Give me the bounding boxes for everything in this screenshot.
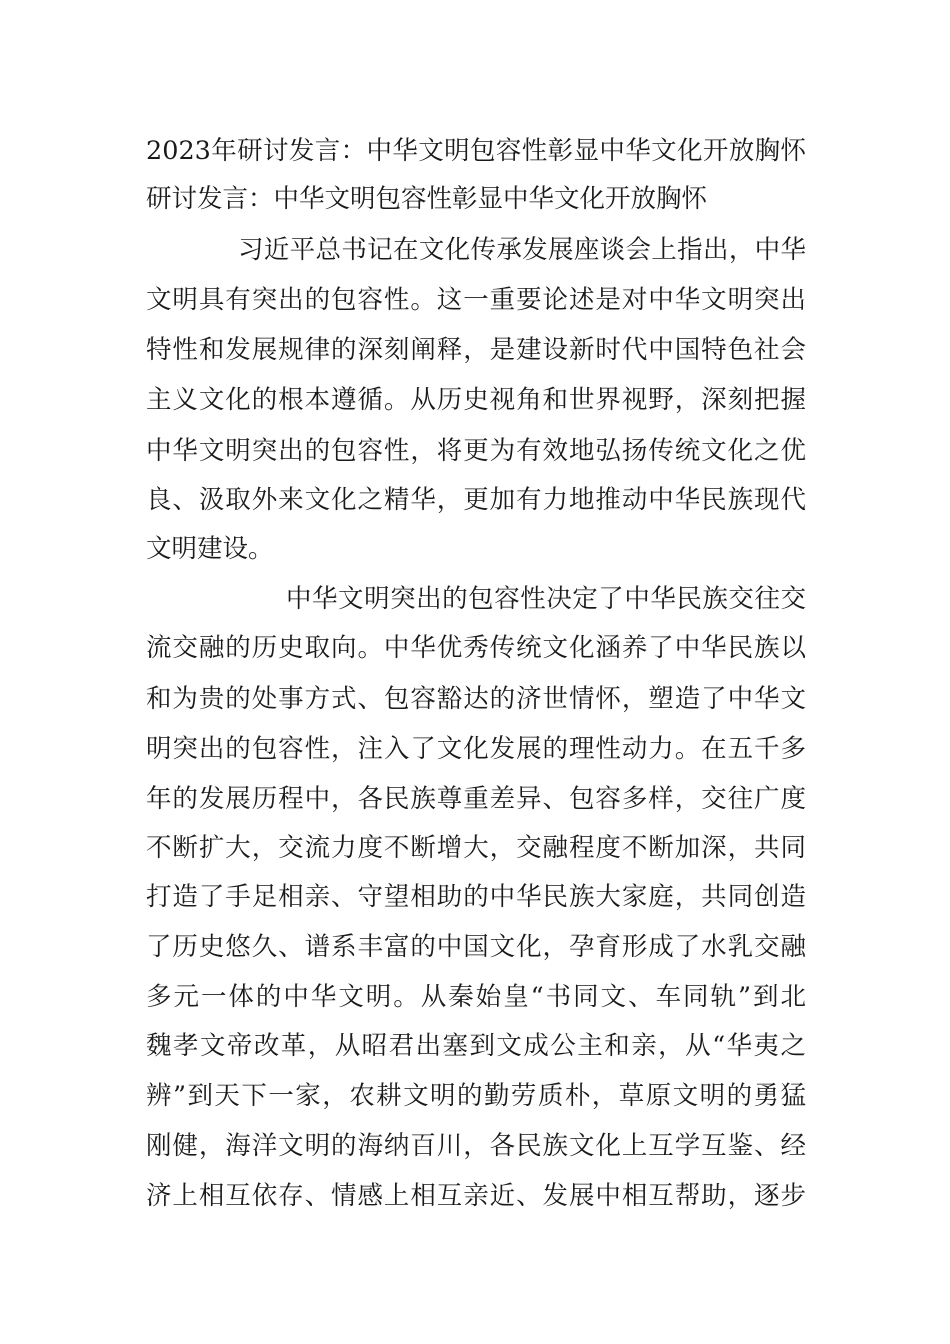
paragraph-2-line: 辨”到天下一家，农耕文明的勤劳质朴，草原文明的勇猛 <box>146 1081 806 1111</box>
document-title: 2023年研讨发言：中华文明包容性彰显中华文化开放胸怀 <box>146 136 806 166</box>
paragraph-2-line: 流交融的历史取向。中华优秀传统文化涵养了中华民族以 <box>146 633 806 663</box>
paragraph-1-line: 特性和发展规律的深刻阐释，是建设新时代中国特色社会 <box>146 335 806 365</box>
paragraph-1-line: 良、汲取外来文化之精华，更加有力地推动中华民族现代 <box>146 485 806 515</box>
paragraph-2-line: 明突出的包容性，注入了文化发展的理性动力。在五千多 <box>146 734 806 764</box>
paragraph-1-line: 主义文化的根本遵循。从历史视角和世界视野，深刻把握 <box>146 385 806 415</box>
paragraph-2-line: 打造了手足相亲、守望相助的中华民族大家庭，共同创造 <box>146 882 806 912</box>
paragraph-2-line: 魏孝文帝改革，从昭君出塞到文成公主和亲，从“华夷之 <box>146 1031 806 1061</box>
paragraph-2-line: 年的发展历程中，各民族尊重差异、包容多样，交往广度 <box>146 784 806 814</box>
paragraph-1-line: 中华文明突出的包容性，将更为有效地弘扬传统文化之优 <box>146 436 806 466</box>
paragraph-1-line: 文明具有突出的包容性。这一重要论述是对中华文明突出 <box>146 285 806 315</box>
paragraph-2-line: 了历史悠久、谱系丰富的中国文化，孕育形成了水乳交融 <box>146 932 806 962</box>
document-subtitle: 研讨发言：中华文明包容性彰显中华文化开放胸怀 <box>146 184 708 214</box>
paragraph-2-line: 不断扩大，交流力度不断增大，交融程度不断加深，共同 <box>146 833 806 863</box>
paragraph-2-line: 多元一体的中华文明。从秦始皇“书同文、车同轨”到北 <box>146 982 806 1012</box>
paragraph-1-line: 习近平总书记在文化传承发展座谈会上指出，中华 <box>238 235 806 265</box>
paragraph-2-line: 和为贵的处事方式、包容豁达的济世情怀，塑造了中华文 <box>146 684 806 714</box>
paragraph-2-line: 刚健，海洋文明的海纳百川，各民族文化上互学互鉴、经 <box>146 1131 806 1161</box>
paragraph-2-line: 中华文明突出的包容性决定了中华民族交往交 <box>286 584 806 614</box>
paragraph-1-line: 文明建设。 <box>146 534 274 564</box>
paragraph-2-line: 济上相互依存、情感上相互亲近、发展中相互帮助，逐步 <box>146 1181 806 1211</box>
